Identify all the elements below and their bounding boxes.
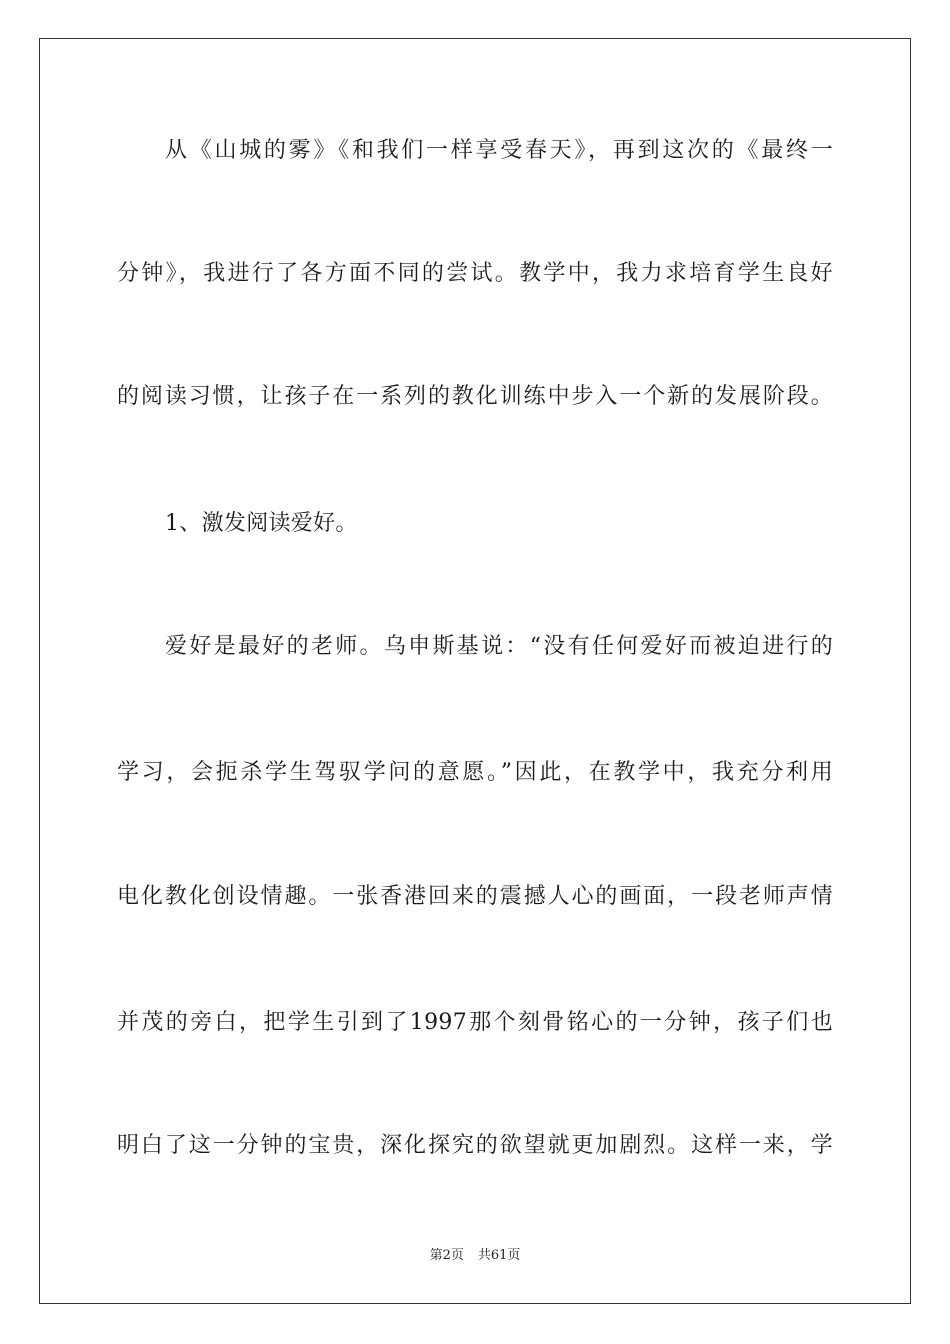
paragraph-line-1: 从《山城的雾》《和我们一样享受春天》，再到这次的《最终一 bbox=[165, 138, 833, 163]
paragraph-line-6: 学习，会扼杀学生驾驭学问的意愿。”因此，在教学中，我充分利用 bbox=[117, 760, 833, 785]
page-footer bbox=[0, 1247, 950, 1265]
paragraph-line-3: 的阅读习惯，让孩子在一系列的教化训练中步入一个新的发展阶段。 bbox=[117, 384, 833, 409]
paragraph-line-5: 爱好是最好的老师。乌申斯基说：“没有任何爱好而被迫进行的 bbox=[165, 634, 833, 659]
section-heading: 1、激发阅读爱好。 bbox=[165, 511, 358, 536]
page-number: 第2页 bbox=[429, 1248, 464, 1263]
paragraph-line-7: 电化教化创设情趣。一张香港回来的震撼人心的画面，一段老师声情 bbox=[117, 884, 833, 909]
paragraph-line-9: 明白了这一分钟的宝贵，深化探究的欲望就更加剧烈。这样一来，学 bbox=[117, 1133, 833, 1158]
total-pages: 共61页 bbox=[477, 1248, 521, 1263]
paragraph-line-8: 并茂的旁白，把学生引到了1997那个刻骨铭心的一分钟，孩子们也 bbox=[117, 1010, 833, 1035]
page-border bbox=[39, 38, 911, 1304]
paragraph-line-2: 分钟》，我进行了各方面不同的尝试。教学中，我力求培育学生良好 bbox=[117, 261, 833, 286]
